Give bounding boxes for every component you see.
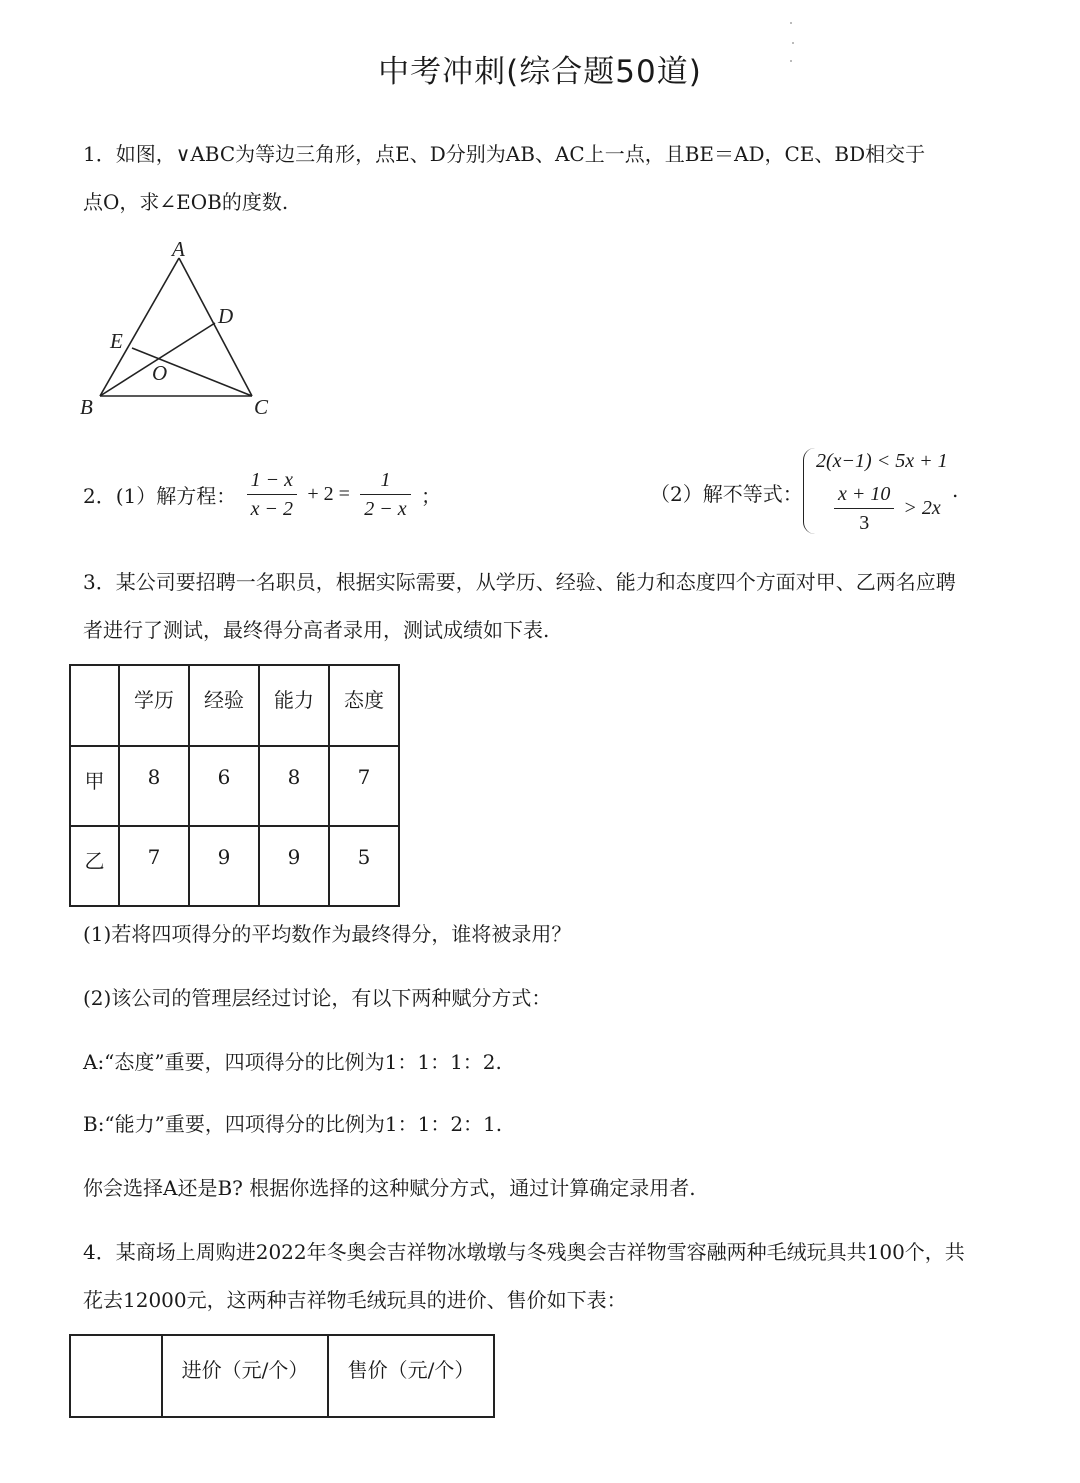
inequality-brace [803,448,816,534]
table-header-row [70,665,399,746]
label-d: D [218,304,234,328]
q4-text-line1: 4．某商场上周购进2022年冬奥会吉祥物冰墩墩与冬残奥会吉祥物雪容融两种毛绒玩具共100个，共 [83,1240,965,1264]
q2-fraction-left [247,466,297,523]
table-header-cell: 态度 [329,665,399,746]
q3-text-line1: 3．某公司要招聘一名职员，根据实际需要，从学历、经验、能力和态度四个方面对甲、乙两名应聘 [83,570,956,594]
table-cell: 9 [259,826,329,906]
q2-ineq-denominator: 3 [859,512,870,534]
q3-text-line2: 者进行了测试，最终得分高者录用，测试成绩如下表. [83,618,550,642]
table-cell: 5 [329,826,399,906]
page-title: 中考冲刺(综合题50道) [378,54,702,90]
q1-text-line1: 1．如图，∨ABC为等边三角形，点E、D分别为AB、AC上一点，且BE＝AD，CE、BD相交于 [83,142,926,166]
table-header-cell: 学历 [119,665,189,746]
table-cell: 8 [259,746,329,826]
table-row [70,826,399,906]
table-row-label: 乙 [70,826,119,906]
table-header-cell: 经验 [189,665,259,746]
label-e: E [110,329,123,353]
label-b: B [80,395,93,419]
q3-ask: 你会选择A还是B? 根据你选择的这种赋分方式，通过计算确定录用者. [83,1176,696,1200]
q3-score-table [69,664,400,907]
q2-ineq-end: . [952,478,959,502]
q2-inequality-2 [830,480,941,537]
table-header-row [70,1335,494,1417]
label-o: O [152,361,168,385]
table-cell: 6 [189,746,259,826]
q1-text-line2: 点O，求∠EOB的度数. [83,190,289,214]
table-header-cell: 能力 [259,665,329,746]
q2-prefix: 2．(1）解方程： [83,484,237,508]
q2-inequality-fraction [834,480,894,537]
table-cell: 7 [119,826,189,906]
q3-subquestion-2: (2)该公司的管理层经过讨论，有以下两种赋分方式： [83,986,552,1010]
q2-part1 [83,466,441,523]
q2-left-numerator: 1 − x [247,466,297,495]
q2-part2-label: （2）解不等式： [650,482,803,506]
table-cell [70,1335,162,1417]
q4-price-table [69,1334,495,1418]
table-row [70,746,399,826]
side-ac [179,258,252,396]
q2-right-numerator: 1 [360,466,410,495]
table-header-cell: 售价（元/个） [328,1335,494,1417]
q2-equation-middle: + 2 = [307,483,350,505]
table-cell: 8 [119,746,189,826]
q2-inequality-1: 2(x−1) < 5x + 1 [816,450,948,472]
q3-subquestion-1: (1)若将四项得分的平均数作为最终得分，谁将被录用？ [83,922,572,946]
table-row-label: 甲 [70,746,119,826]
segment-ce [132,348,252,396]
table-header-cell: 进价（元/个） [162,1335,328,1417]
q3-option-a: A:“态度”重要，四项得分的比例为1：1：1：2. [83,1050,502,1074]
q2-ineq-rhs: > 2x [903,497,941,519]
q2-left-denominator: x − 2 [250,498,293,520]
label-c: C [254,395,269,419]
label-a: A [172,237,185,261]
q2-fraction-right [360,466,410,523]
q3-option-b: B:“能力”重要，四项得分的比例为1：1：2：1. [83,1112,503,1136]
table-cell [70,665,119,746]
q1-triangle-figure [70,236,290,426]
q2-ineq-numerator: x + 10 [834,480,894,509]
q2-right-denominator: 2 − x [364,498,407,520]
q4-text-line2: 花去12000元，这两种吉祥物毛绒玩具的进价、售价如下表： [83,1288,627,1312]
table-cell: 9 [189,826,259,906]
table-cell: 7 [329,746,399,826]
q2-equation-end: ； [421,484,442,508]
